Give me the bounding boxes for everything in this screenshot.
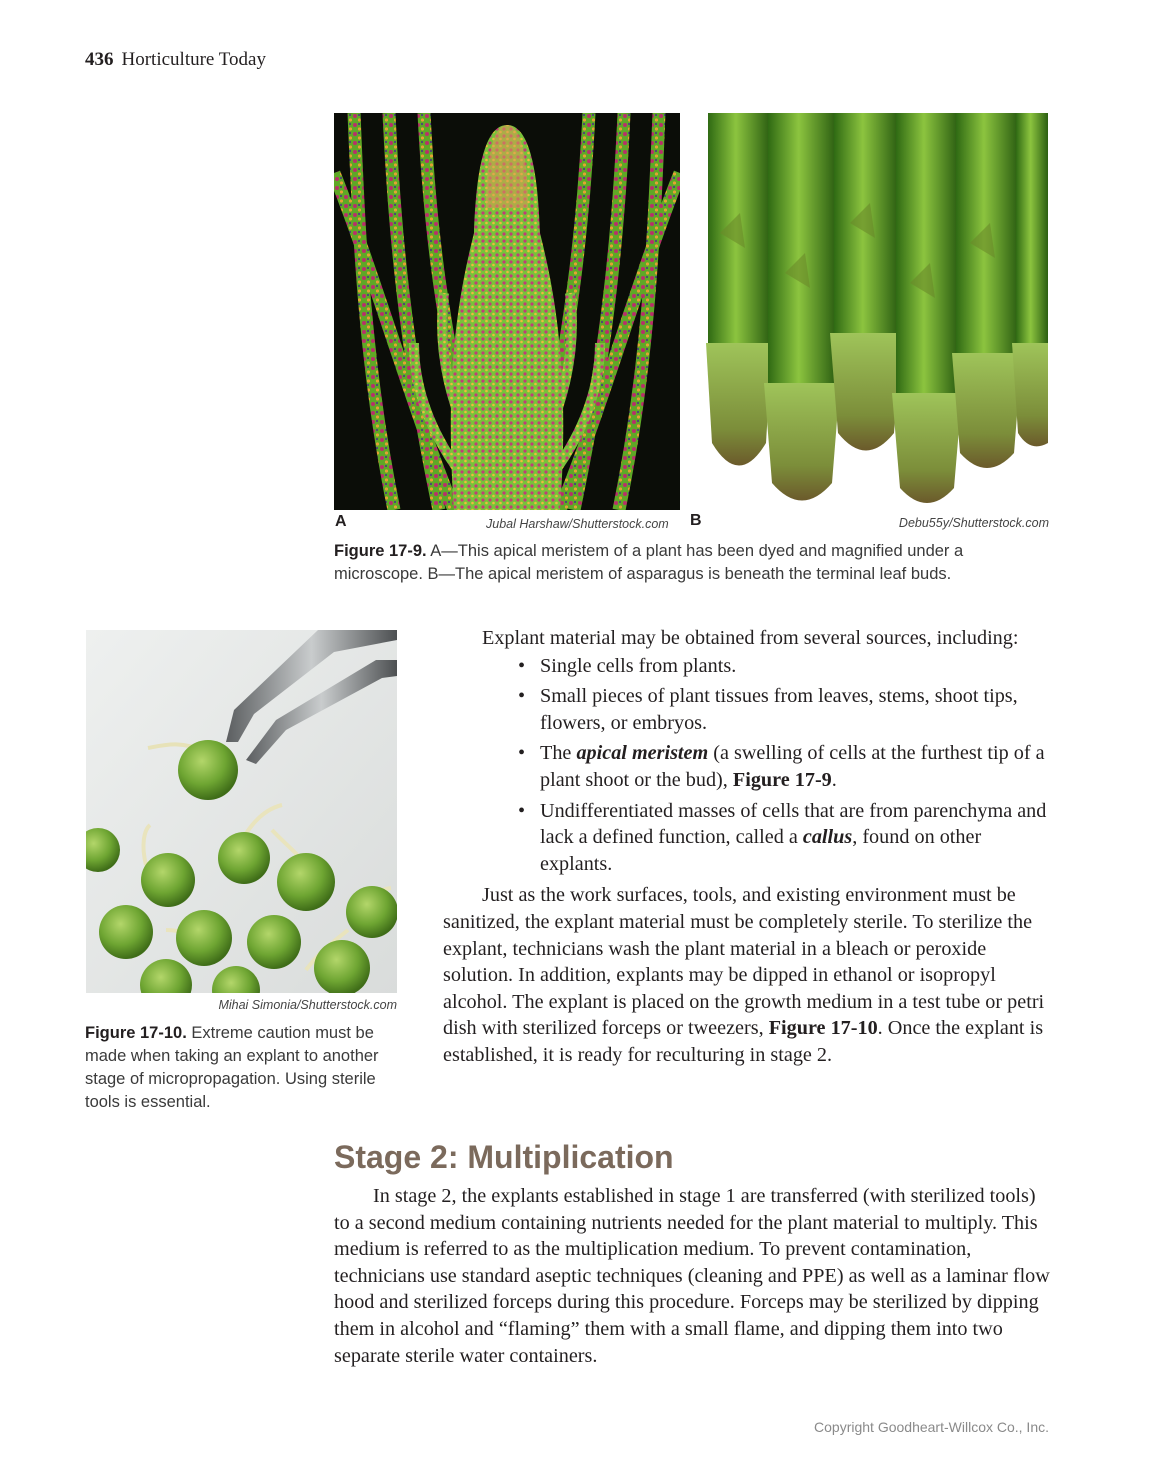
figure-17-9-caption-text: A—This apical meristem of a plant has been dyed and magnified under a microscope. B—The apical meristem of asparagus is beneath the terminal leaf buds. [334, 542, 964, 583]
panel-b-label: B [690, 512, 702, 529]
figure-reference: Figure 17-10 [768, 1017, 878, 1040]
figure-17-10-credit: Mihai Simonia/Shutterstock.com [218, 998, 397, 1012]
stage2-body-text [334, 1183, 1050, 1369]
paragraph-text: Just as the work surfaces, tools, and existing environment must be sanitized, the explant material must be completely sterile. To sterilize the explant, technicians wash the plant material in a bleach or peroxide solution. In addition, explants may be dipped in ethanol or isopropyl alcohol. The explant is placed on the growth medium in a test tube or petri dish with sterilized forceps or tweezers, [443, 884, 1045, 1040]
figure-17-10-caption-text: Extreme caution must be made when taking an explant to another stage of micropropagation. Using sterile tools is essential. [85, 1024, 379, 1111]
list-item [540, 798, 1047, 878]
figure-reference: Figure 17-9 [732, 768, 832, 791]
panel-b-credit: Debu55y/Shutterstock.com [898, 516, 1049, 530]
key-term: apical meristem [576, 742, 709, 765]
copyright-notice: Copyright Goodheart-Willcox Co., Inc. [814, 1419, 1049, 1435]
list-item [540, 740, 1047, 793]
list-item-text: , found on other explants. [540, 826, 982, 875]
explant-intro-paragraph: Explant material may be obtained from several sources, including: [482, 627, 1019, 649]
running-head [85, 49, 266, 71]
paragraph-text: . Once the explant is established, it is ready for reculturing in stage 2. [443, 1017, 1044, 1066]
page-number: 436 [85, 49, 114, 70]
list-item-text: Undifferentiated masses of cells that are from parenchyma and lack a defined function, called a [540, 799, 1047, 849]
stage2-paragraph: In stage 2, the explants established in stage 1 are transferred (with sterilized tools) to a second medium containing nutrients needed for the plant material to multiply. This medium is referred to as the multiplication medium. To prevent contamination, technicians use standard aseptic techniques (cleaning and PPE) as well as a laminar flow hood and sterilized forceps during this procedure. Forceps may be sterilized by dipping them in alcohol and “flaming” them with a small flame, and dipping them into two separate sterile water containers. [334, 1185, 1050, 1367]
key-term: callus [802, 826, 853, 849]
figure-17-10-label: Figure 17-10. [85, 1024, 187, 1042]
book-title: Horticulture Today [121, 49, 266, 70]
tweezers-peas-image [86, 630, 397, 993]
list-item: • Small pieces of plant tissues from leaves, stems, shoot tips, flowers, or embryos. [540, 683, 1047, 736]
meristem-micrograph-image [334, 113, 680, 510]
explant-sources-list [443, 653, 1047, 878]
figure-17-9-label: Figure 17-9. [334, 542, 427, 560]
figure-17-10-caption [85, 1022, 385, 1114]
list-item-text: (a swelling of cells at the furthest tip of a plant shoot or the bud), [540, 742, 1045, 791]
list-item-text: The [540, 742, 577, 765]
explant-body-text [443, 625, 1047, 1069]
list-item-text: . [831, 768, 837, 791]
asparagus-image [700, 113, 1048, 510]
panel-a-label: A [335, 513, 347, 530]
figure-17-9-caption [334, 540, 1050, 586]
list-item: • Single cells from plants. [540, 653, 1047, 680]
panel-a-credit: Jubal Harshaw/Shutterstock.com [486, 517, 669, 531]
section-heading: Stage 2: Multiplication [334, 1139, 674, 1175]
sterilization-paragraph [443, 882, 1047, 1068]
